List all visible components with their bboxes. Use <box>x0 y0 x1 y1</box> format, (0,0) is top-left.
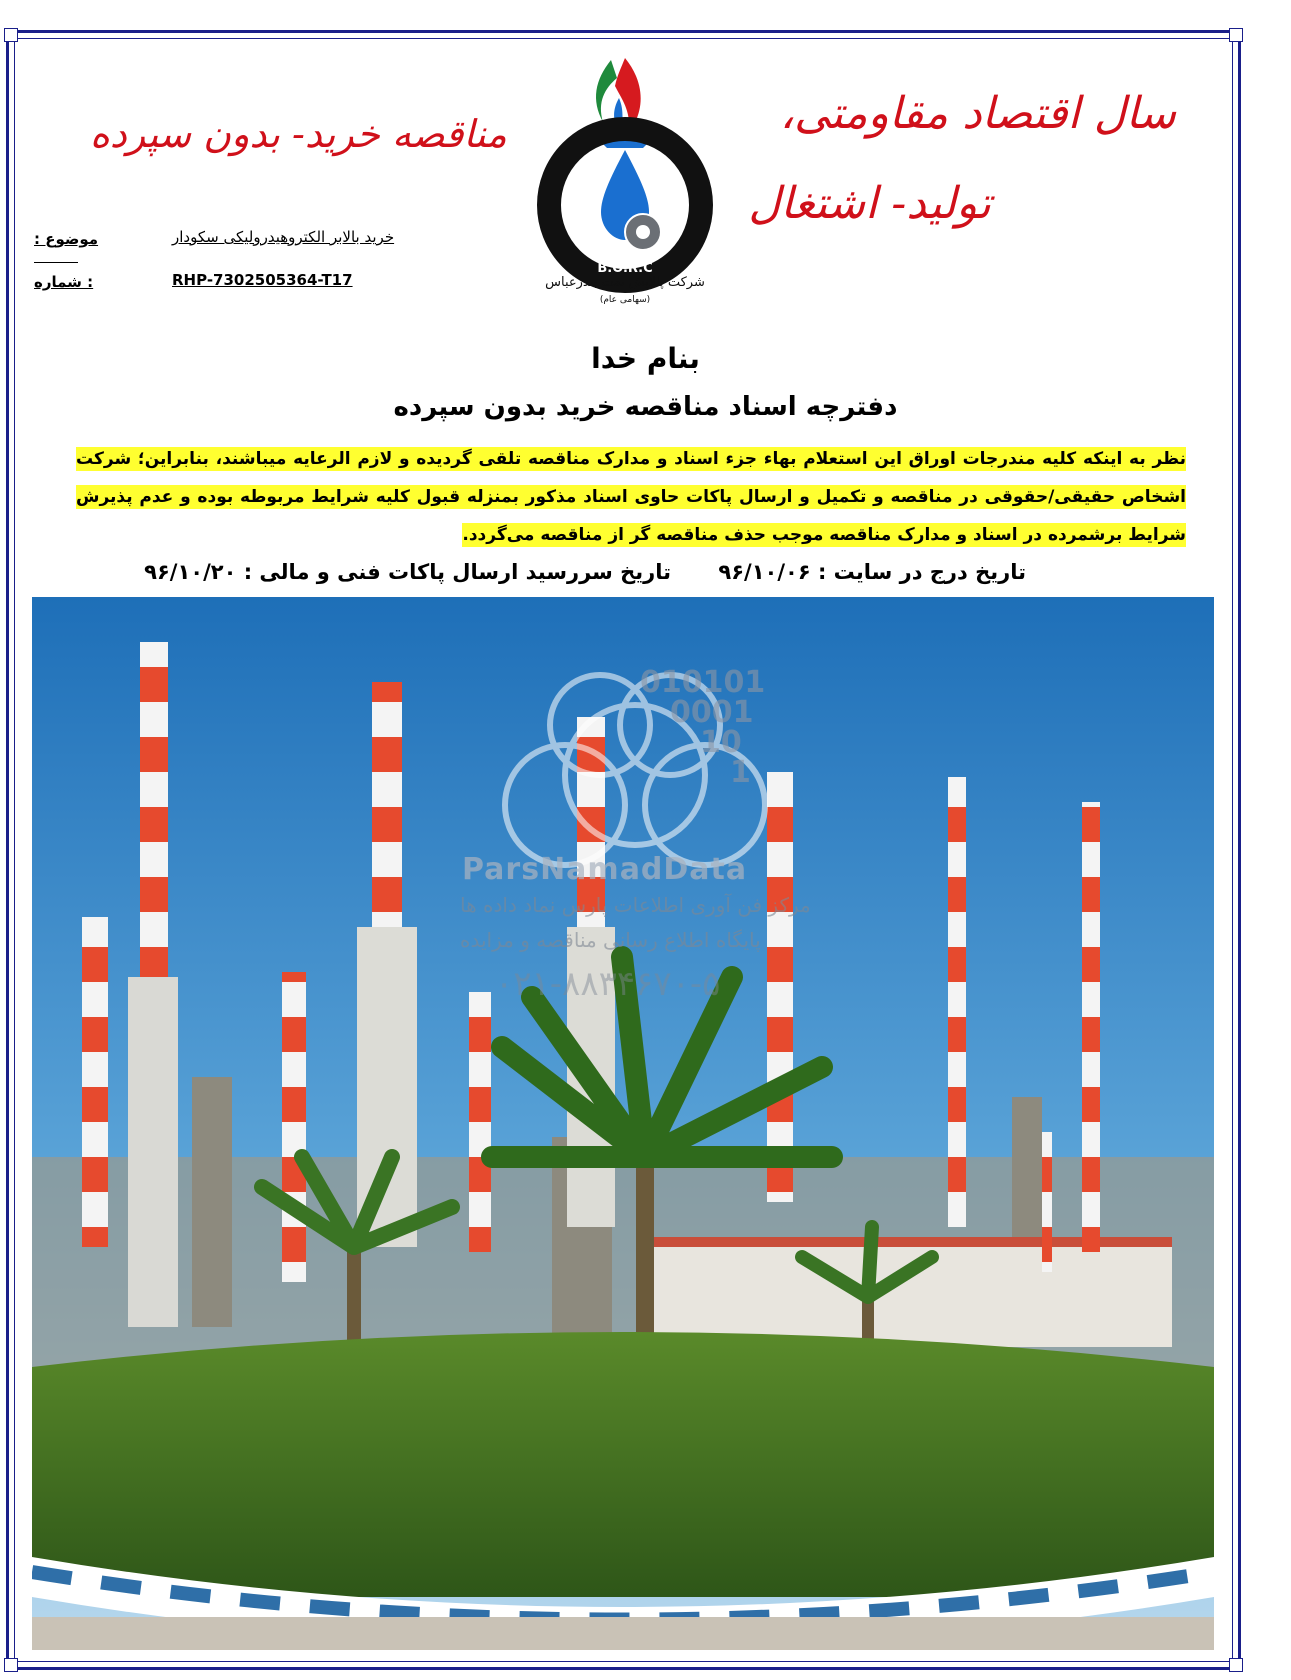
subject-divider <box>34 262 78 263</box>
year-slogan-line1: سال اقتصاد مقاومتی، <box>779 88 1176 139</box>
logo-company-type: (سهامی عام) <box>599 295 651 305</box>
watermark-bits-line: 0001 <box>670 695 754 730</box>
watermark-bits-line: 010101 <box>640 665 766 700</box>
border-corner-tl <box>4 28 18 42</box>
border-corner-tr <box>1229 28 1243 42</box>
deadline-date: تاریخ سررسید ارسال پاکات فنی و مالی : ۹۶/۱۰/۲۰ <box>144 560 671 584</box>
border-corner-br <box>1229 1658 1243 1672</box>
notice-paragraph <box>76 440 1186 554</box>
logo-initials: B.O.R.C <box>597 261 653 276</box>
hedge <box>32 1332 1214 1597</box>
flame-green-icon <box>596 60 617 122</box>
watermark-line2: پایگاه اطلاع رسانی مناقصه و مزایده <box>460 928 761 952</box>
watermark-bits <box>640 665 766 790</box>
watermark-bits-line: 1 <box>730 755 751 790</box>
watermark-name: ParsNamadData <box>462 852 748 887</box>
logo-company-name: شرکت پالایش نفت بندرعباس <box>545 275 705 290</box>
watermark-line1: مرکز فن آوری اطلاعات پارس نماد داده ها <box>460 893 811 917</box>
number-label: : شماره <box>34 273 94 291</box>
document-title: دفترچه اسناد مناقصه خرید بدون سپرده <box>393 392 898 422</box>
number-value: RHP-7302505364-T17 <box>172 271 353 289</box>
publish-date: تاریخ درج در سایت : ۹۶/۱۰/۰۶ <box>718 560 1026 584</box>
year-slogan-line2: تولید- اشتغال <box>748 178 991 229</box>
tender-type-heading: مناقصه خرید- بدون سپرده <box>90 112 507 156</box>
notice-text: نظر به اینکه کلیه مندرجات اوراق این استعلام بهاء جزء اسناد و مدارک مناقصه تلقی گردیده و لازم الرعایه میباشند، بنابراین؛ شرکت اشخاص حقیقی/حقوقی در مناقصه و تکمیل و ارسال پاکات حاوی اسناد مذکور بمنزله قبول کلیه شرایط مربوطه بوده و عدم پذیرش شرایط برشمرده در اسناد و مدارک مناقصه موجب حذف مناقصه گر از مناقصه می‌گردد. <box>76 449 1186 545</box>
subject-label: موضوع : <box>34 230 99 248</box>
company-logo <box>525 50 725 305</box>
watermark-phone: ۰۲۱-۸۸۳۴۶۷۰-۵ <box>495 964 721 1004</box>
watermark-bits-line: 10 <box>700 725 742 760</box>
border-corner-bl <box>4 1658 18 1672</box>
bismillah-heading: بنام خدا <box>591 342 700 375</box>
subject-value: خرید بالابر الکتروهیدرولیکی سکودار <box>172 228 395 246</box>
